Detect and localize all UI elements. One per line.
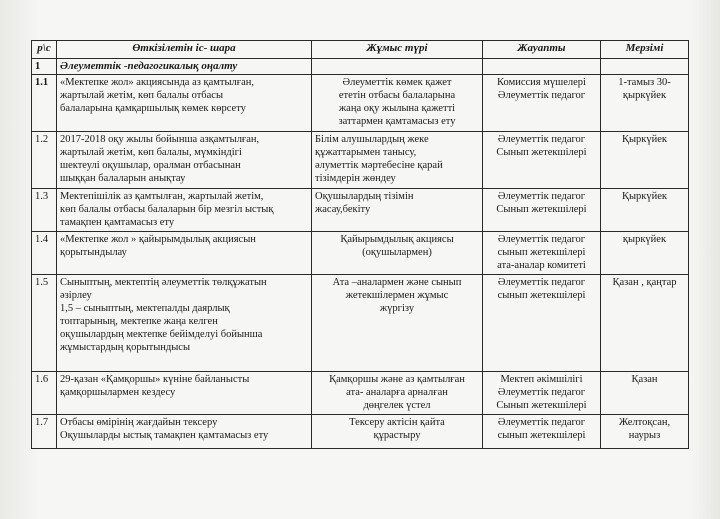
header-work-type: Жұмыс түрі bbox=[312, 41, 483, 59]
table-row bbox=[32, 75, 689, 132]
row-event: «Мектепке жол » қайырымдылық акциясын қорытындылау bbox=[57, 232, 312, 275]
work-plan-table bbox=[31, 40, 689, 449]
row-number: 1.7 bbox=[32, 415, 57, 449]
row-work-type: Қамқоршы және аз қамтылған ата- аналарға арналған дөңгелек үстел bbox=[312, 372, 483, 415]
header-responsible: Жауапты bbox=[483, 41, 601, 59]
row-deadline: 1-тамыз 30- қыркүйек bbox=[601, 75, 689, 132]
table-header-row bbox=[32, 41, 689, 59]
row-event: 2017-2018 оқу жылы бойынша азқамтылған, жартылай жетім, көп балалы, мүмкіндігі шектеулі оқушылар, оралман отбасынан шыққан балаларын анықтау bbox=[57, 132, 312, 189]
row-deadline: Қыркүйек bbox=[601, 189, 689, 232]
table-row bbox=[32, 132, 689, 189]
row-event: 29-қазан «Қамқоршы» күніне байланысты қамқоршылармен кездесу bbox=[57, 372, 312, 415]
row-responsible: Әлеуметтік педагог сынып жетекшілері bbox=[483, 415, 601, 449]
row-work-type: Білім алушылардың жеке құжаттарымен танысу, әлуметтік мәртебесіне қарай тізімдерін жөндеу bbox=[312, 132, 483, 189]
section-row bbox=[32, 59, 689, 75]
row-number: 1.6 bbox=[32, 372, 57, 415]
header-number: р\с bbox=[32, 41, 57, 59]
row-responsible: Мектеп әкімшілігі Әлеуметтік педагог Сынып жетекшілері bbox=[483, 372, 601, 415]
row-work-type: Оқушылардың тізімін жасау,бекіту bbox=[312, 189, 483, 232]
row-deadline: қыркүйек bbox=[601, 232, 689, 275]
header-deadline: Мерзімі bbox=[601, 41, 689, 59]
row-number: 1.5 bbox=[32, 275, 57, 372]
row-responsible: Комиссия мүшелері Әлеуметтік педагог bbox=[483, 75, 601, 132]
table-row bbox=[32, 372, 689, 415]
row-event: «Мектепке жол» акциясында аз қамтылған, жартылай жетім, көп балалы отбасы балаларына қамқаршылық көмек көрсету bbox=[57, 75, 312, 132]
section-empty-cell bbox=[601, 59, 689, 75]
header-event: Өткізілетін іс- шара bbox=[57, 41, 312, 59]
section-number: 1 bbox=[32, 59, 57, 75]
row-responsible: Әлеуметтік педагог сынып жетекшілері ата-аналар комитеті bbox=[483, 232, 601, 275]
row-number: 1.2 bbox=[32, 132, 57, 189]
row-number: 1.4 bbox=[32, 232, 57, 275]
row-deadline: Желтоқсан, наурыз bbox=[601, 415, 689, 449]
row-event: Сыныптың, мектептің әлеуметтік төлқұжатын әзірлеу 1,5 – сыныптың, мектепалды даярлық топтарының, мектепке жаңа келген оқушылардың мектепке бейімделуі бойынша жұмыстардың қорытындысы bbox=[57, 275, 312, 372]
row-event: Отбасы өмірінің жағдайын тексеру Оқушыларды ыстық тамақпен қамтамасыз ету bbox=[57, 415, 312, 449]
table-row bbox=[32, 415, 689, 449]
row-number: 1.1 bbox=[32, 75, 57, 132]
row-deadline: Қыркүйек bbox=[601, 132, 689, 189]
row-work-type: Тексеру актісін қайта құрастыру bbox=[312, 415, 483, 449]
table-row bbox=[32, 189, 689, 232]
table-row bbox=[32, 232, 689, 275]
row-work-type: Ата –аналармен және сынып жетекшілермен жұмыс жүргізу bbox=[312, 275, 483, 372]
row-number: 1.3 bbox=[32, 189, 57, 232]
section-empty-cell bbox=[483, 59, 601, 75]
row-work-type: Әлеуметтік көмек қажет ететін отбасы балаларына жаңа оқу жылына қажетті заттармен қамтамасыз ету bbox=[312, 75, 483, 132]
row-deadline: Қазан bbox=[601, 372, 689, 415]
row-deadline: Қазан , қаңтар bbox=[601, 275, 689, 372]
row-event: Мектепішілік аз қамтылған, жартылай жетім, көп балалы отбасы балаларын бір мезгіл ыстық тамақпен қамтамасыз ету bbox=[57, 189, 312, 232]
row-responsible: Әлеуметтік педагог Сынып жетекшілері bbox=[483, 189, 601, 232]
row-responsible: Әлеуметтік педагог Сынып жетекшілері bbox=[483, 132, 601, 189]
row-work-type: Қайырымдылық акциясы (оқушылармен) bbox=[312, 232, 483, 275]
table-row bbox=[32, 275, 689, 372]
section-title: Әлеуметтік -педагогикалық оңалту bbox=[57, 59, 312, 75]
row-responsible: Әлеуметтік педагог сынып жетекшілері bbox=[483, 275, 601, 372]
section-empty-cell bbox=[312, 59, 483, 75]
